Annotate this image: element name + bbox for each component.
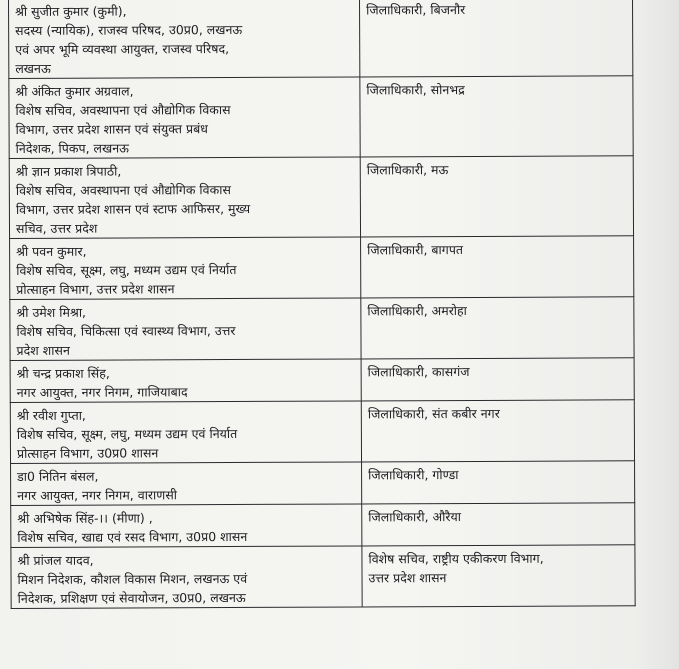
table-row — [9, 0, 633, 78]
officer-detail-line: एवं अपर भूमि व्यवस्था आयुक्त, राजस्व परिषद, — [15, 41, 230, 57]
transfer-table-body — [9, 0, 636, 608]
officer-cell — [10, 237, 361, 300]
new-posting-cell — [359, 0, 632, 77]
officer-detail-line: श्री प्रांजल यादव, — [17, 552, 94, 568]
officer-detail-line: विशेष सचिव, चिकित्सा एवं स्वास्थ्य विभाग, उत्तर — [16, 323, 236, 339]
officer-detail-line: नगर आयुक्त, नगर निगम, गाजियाबाद — [16, 384, 188, 400]
new-posting-cell — [362, 545, 635, 607]
officer-detail-line: प्रदेश शासन — [16, 342, 70, 358]
officer-detail-line: विभाग, उत्तर प्रदेश शासन एवं संयुक्त प्रबंध — [15, 121, 208, 137]
new-posting-text: जिलाधिकारी, मऊ — [366, 162, 449, 178]
new-posting-text: जिलाधिकारी, बिजनौर — [366, 2, 466, 18]
officer-cell — [10, 359, 361, 403]
new-posting-cell — [360, 76, 633, 157]
new-posting-cell — [361, 358, 634, 401]
table-row — [11, 545, 635, 609]
officer-detail-line: श्री रवीश गुप्ता, — [16, 407, 86, 423]
officer-detail-line: श्री उमेश मिश्रा, — [16, 304, 87, 320]
officer-detail-line: श्री अभिषेक सिंह-।। (मीणा) , — [17, 510, 153, 526]
officer-cell — [11, 504, 362, 548]
page-edge-shadow — [639, 0, 679, 669]
officer-cell — [11, 546, 362, 609]
officer-detail-line: श्री चन्द्र प्रकाश सिंह, — [16, 365, 110, 381]
new-posting-cell — [362, 461, 635, 504]
officer-cell — [9, 0, 360, 78]
officer-detail-line: विशेष सचिव, अवस्थापना एवं औद्योगिक विकास — [15, 102, 231, 118]
table-row — [10, 297, 634, 361]
new-posting-cell — [362, 503, 635, 546]
new-posting-cell — [361, 400, 634, 462]
officer-detail-line: श्री सुजीत कुमार (कुमी), — [15, 3, 127, 19]
transfer-table — [8, 0, 636, 609]
officer-cell — [10, 401, 361, 464]
table-row — [11, 503, 635, 548]
table-row — [9, 156, 633, 239]
new-posting-cell — [360, 156, 633, 237]
officer-cell — [11, 462, 362, 506]
new-posting-text: जिलाधिकारी, गोण्डा — [368, 467, 459, 483]
officer-detail-line: विभाग, उत्तर प्रदेश शासन एवं स्टाफ आफिसर, मुख्य — [15, 200, 251, 217]
officer-detail-line: लखनऊ — [15, 60, 51, 76]
new-posting-text: जिलाधिकारी, कासगंज — [367, 363, 470, 380]
table-row — [10, 358, 634, 403]
officer-detail-line: विशेष सचिव, अवस्थापना एवं औद्योगिक विकास — [15, 182, 231, 198]
officer-cell — [9, 77, 360, 159]
officer-detail-line: प्रोत्साहन विभाग, उत्तर प्रदेश शासन — [16, 281, 175, 297]
officer-cell — [10, 298, 361, 361]
table-row — [10, 400, 634, 464]
table-row — [11, 461, 635, 506]
officer-detail-line: मिशन निदेशक, कौशल विकास मिशन, लखनऊ एवं — [17, 570, 248, 587]
new-posting-text: विशेष सचिव, राष्ट्रीय एकीकरण विभाग, उत्तर प्रदेश शासन — [368, 550, 544, 586]
officer-detail-line: डा0 नितिन बंसल, — [17, 468, 99, 484]
officer-detail-line: श्री अंकित कुमार अग्रवाल, — [15, 83, 134, 99]
new-posting-text: जिलाधिकारी, बागपत — [367, 242, 464, 258]
officer-detail-line: विशेष सचिव, खाद्य एवं रसद विभाग, उ0प्र0 शासन — [17, 528, 248, 545]
new-posting-text: जिलाधिकारी, औरैया — [368, 509, 461, 525]
new-posting-cell — [361, 297, 634, 359]
officer-detail-line: श्री ज्ञान प्रकाश त्रिपाठी, — [15, 163, 122, 179]
officer-detail-line: श्री पवन कुमार, — [16, 243, 87, 259]
officer-detail-line: विशेष सचिव, सूक्ष्म, लघु, मध्यम उद्यम एवं निर्यात — [16, 262, 237, 278]
new-posting-text: जिलाधिकारी, संत कबीर नगर — [367, 405, 500, 422]
new-posting-text: जिलाधिकारी, अमरोहा — [367, 303, 467, 319]
officer-cell — [9, 157, 360, 239]
officer-detail-line: निदेशक, प्रशिक्षण एवं सेवायोजन, उ0प्र0, लखनऊ — [17, 589, 246, 606]
new-posting-cell — [361, 236, 634, 298]
officer-detail-line: सदस्य (न्यायिक), राजस्व परिषद, उ0प्र0, लखनऊ — [15, 21, 243, 38]
officer-detail-line: प्रोत्साहन विभाग, उ0प्र0 शासन — [16, 445, 159, 461]
table-row — [9, 76, 633, 159]
officer-detail-line: नगर आयुक्त, नगर निगम, वाराणसी — [17, 487, 178, 503]
officer-detail-line: सचिव, उत्तर प्रदेश — [15, 220, 98, 236]
officer-detail-line: निदेशक, पिकप, लखनऊ — [15, 140, 129, 156]
table-row — [10, 236, 634, 300]
new-posting-text: जिलाधिकारी, सोनभद्र — [366, 82, 465, 98]
officer-detail-line: विशेष सचिव, सूक्ष्म, लघु, मध्यम उद्यम एवं निर्यात — [16, 426, 238, 442]
